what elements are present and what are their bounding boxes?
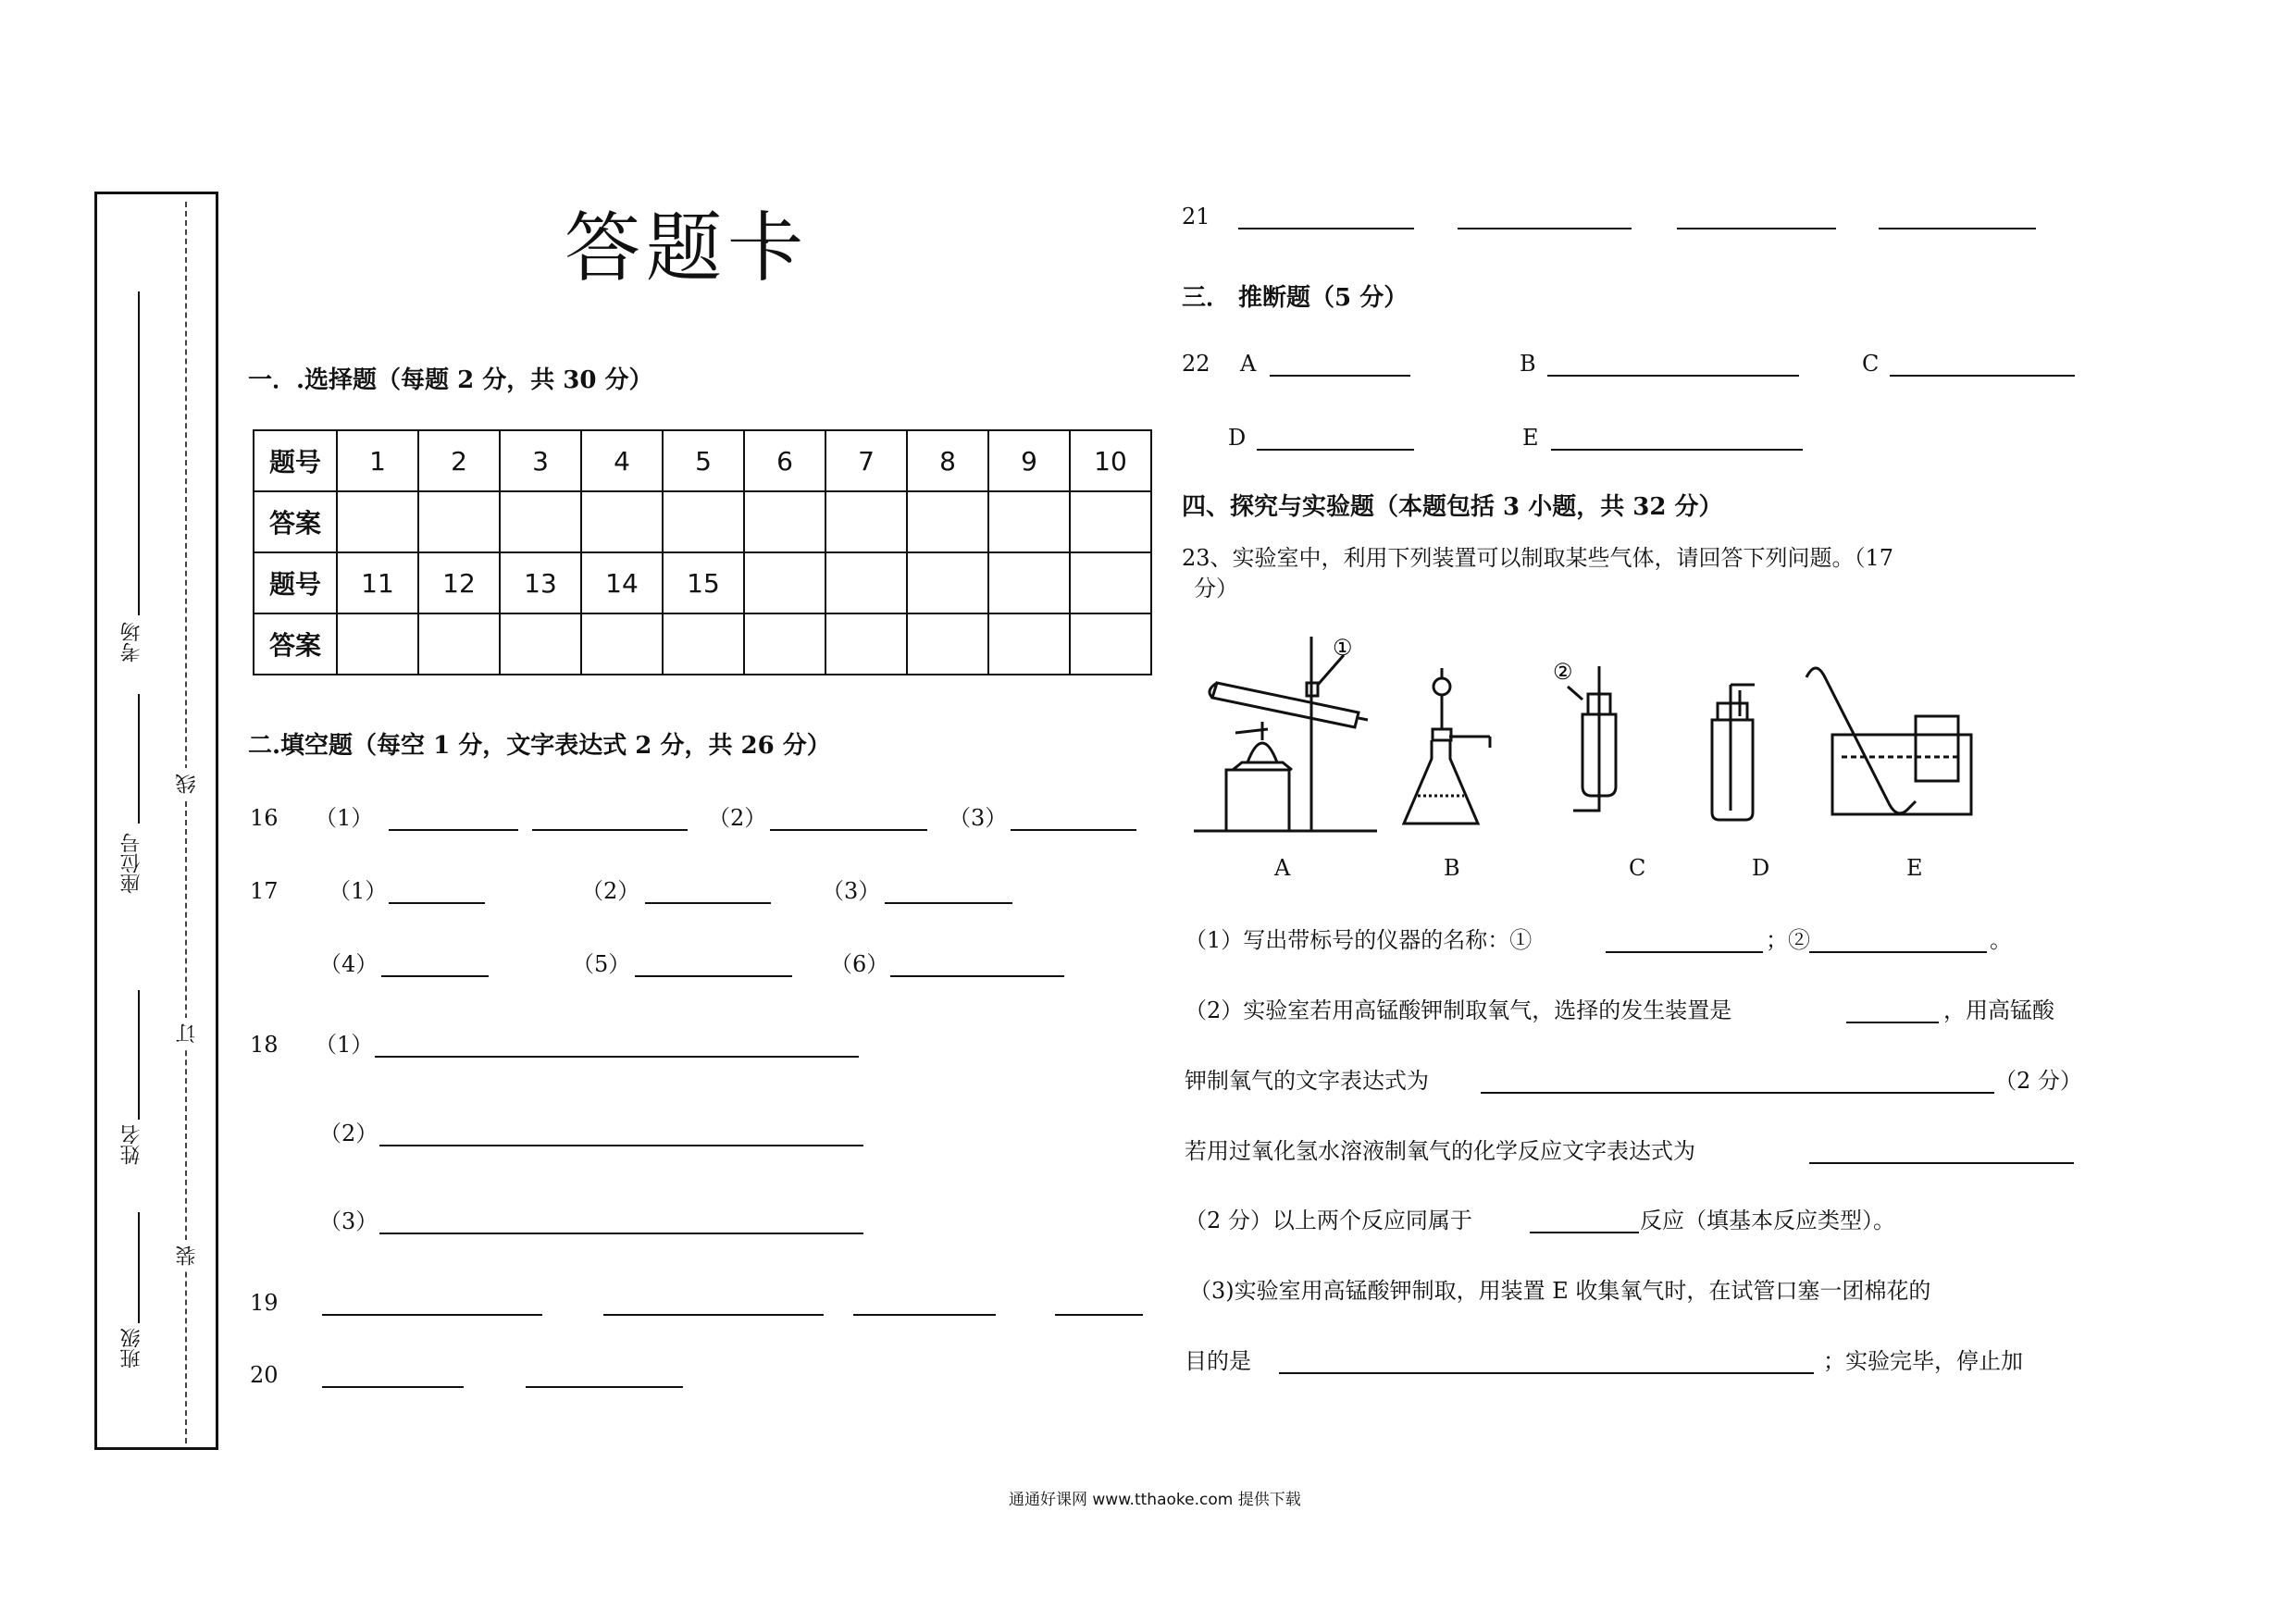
answer-cell[interactable] xyxy=(337,491,418,552)
q19-blank2[interactable] xyxy=(603,1314,824,1316)
q21-blank3[interactable] xyxy=(1677,228,1836,229)
qnum-cell: 7 xyxy=(825,430,907,491)
name-field[interactable] xyxy=(138,990,140,1120)
q20-blank1[interactable] xyxy=(322,1386,464,1388)
answer-cell[interactable] xyxy=(744,491,825,552)
q19-blank1[interactable] xyxy=(322,1314,542,1316)
q22-label-e: E xyxy=(1522,425,1539,451)
qnum-cell: 13 xyxy=(500,552,581,613)
sub2-line1: （2）实验室若用高锰酸钾制取氧气，选择的发生装置是 xyxy=(1185,997,1732,1023)
q17-blank4[interactable] xyxy=(381,975,489,977)
marker-2: ② xyxy=(1553,659,1573,685)
sub2-blank4[interactable] xyxy=(1530,1232,1639,1233)
sub2-blank2[interactable] xyxy=(1481,1092,1994,1094)
answer-cell[interactable] xyxy=(418,613,500,675)
answer-cell[interactable] xyxy=(988,491,1070,552)
sub2-blank3[interactable] xyxy=(1809,1162,2074,1164)
q22-label-c: C xyxy=(1862,351,1880,377)
sub1-text: （1）写出带标号的仪器的名称：① xyxy=(1185,927,1533,953)
q17-part1: （1） xyxy=(329,878,388,904)
sub2-line4-end: 反应（填基本反应类型）。 xyxy=(1640,1208,1895,1233)
marker-1: ① xyxy=(1333,635,1353,661)
class-label: 班级 xyxy=(120,1328,143,1369)
q17-number: 17 xyxy=(250,878,279,904)
qnum-cell xyxy=(744,552,825,613)
answer-cell[interactable] xyxy=(744,613,825,675)
q17-blank6[interactable] xyxy=(890,975,1064,977)
section1-heading: 一．.选择题（每题 2 分，共 30 分） xyxy=(248,366,653,394)
qnum-cell: 15 xyxy=(663,552,744,613)
qnum-cell: 3 xyxy=(500,430,581,491)
sub1-blank1[interactable] xyxy=(1606,951,1763,953)
q18-blank2[interactable] xyxy=(379,1145,863,1146)
section4-heading: 四、探究与实验题（本题包括 3 小题，共 32 分） xyxy=(1182,493,1723,521)
q22-number: 22 xyxy=(1182,351,1210,377)
qnum-cell: 12 xyxy=(418,552,500,613)
qnum-cell: 1 xyxy=(337,430,418,491)
q21-blank2[interactable] xyxy=(1458,228,1632,229)
q21-number: 21 xyxy=(1182,204,1210,229)
section3-heading: 三． 推断题（5 分） xyxy=(1182,284,1409,312)
room-label: 考场 xyxy=(120,622,143,663)
room-field[interactable] xyxy=(138,291,140,615)
q22-blank-b[interactable] xyxy=(1547,375,1799,377)
row-label-num: 题号 xyxy=(254,552,337,613)
q18-blank1[interactable] xyxy=(375,1056,859,1058)
answer-cell[interactable] xyxy=(825,491,907,552)
q17-blank2[interactable] xyxy=(645,902,771,904)
q16-part1: （1） xyxy=(315,805,374,831)
q18-part2: （2） xyxy=(319,1121,379,1146)
sub2-line2: 钾制氧气的文字表达式为 xyxy=(1185,1068,1429,1094)
answer-cell[interactable] xyxy=(581,491,663,552)
answer-cell[interactable] xyxy=(663,613,744,675)
answer-cell[interactable] xyxy=(418,491,500,552)
qnum-cell: 10 xyxy=(1070,430,1151,491)
qnum-cell: 8 xyxy=(907,430,988,491)
qnum-cell: 2 xyxy=(418,430,500,491)
q17-part3: （3） xyxy=(822,878,881,904)
sub2-blank1[interactable] xyxy=(1846,1022,1939,1023)
answer-cell[interactable] xyxy=(907,491,988,552)
q22-blank-c[interactable] xyxy=(1890,375,2075,377)
q19-number: 19 xyxy=(250,1290,279,1316)
sub3-line2-end: ；实验完毕，停止加 xyxy=(1823,1348,2023,1374)
q16-blank1a[interactable] xyxy=(389,829,518,831)
answer-cell[interactable] xyxy=(337,613,418,675)
qnum-cell: 6 xyxy=(744,430,825,491)
q16-part3: （3） xyxy=(949,805,1008,831)
q19-blank4[interactable] xyxy=(1055,1314,1143,1316)
q21-blank4[interactable] xyxy=(1879,228,2036,229)
qnum-cell: 4 xyxy=(581,430,663,491)
qnum-cell xyxy=(1070,552,1151,613)
binding-strip xyxy=(94,192,218,1450)
row-label-ans: 答案 xyxy=(254,491,337,552)
qnum-cell: 11 xyxy=(337,552,418,613)
q17-part5: （5） xyxy=(572,951,631,977)
apparatus-label-c: C xyxy=(1629,855,1646,881)
sub2-line1-end: ，用高锰酸 xyxy=(1943,997,2054,1023)
apparatus-label-e: E xyxy=(1906,855,1923,881)
qnum-cell xyxy=(825,552,907,613)
answer-cell[interactable] xyxy=(500,613,581,675)
apparatus-figure xyxy=(1194,629,1990,851)
q18-part3: （3） xyxy=(319,1208,379,1234)
q16-number: 16 xyxy=(250,805,279,831)
q23-text-line1: 23、实验室中，利用下列装置可以制取某些气体，请回答下列问题。（17 xyxy=(1182,545,1894,571)
sub1-end: 。 xyxy=(1990,927,2012,953)
answer-cell[interactable] xyxy=(500,491,581,552)
apparatus-label-b: B xyxy=(1444,855,1460,881)
mark-zhuang: 装 xyxy=(173,1240,202,1271)
q16-blank2[interactable] xyxy=(770,829,927,831)
sub1-blank2[interactable] xyxy=(1809,951,1987,953)
seat-label: 座位号 xyxy=(120,833,143,894)
qnum-cell: 5 xyxy=(663,430,744,491)
answer-cell[interactable] xyxy=(581,613,663,675)
sub3-blank1[interactable] xyxy=(1279,1372,1814,1374)
sub2-score: （2 分） xyxy=(1994,1068,2082,1094)
q18-number: 18 xyxy=(250,1032,279,1058)
sub3-line1: （3)实验室用高锰酸钾制取，用装置 E 收集氧气时，在试管口塞一团棉花的 xyxy=(1189,1278,1931,1304)
sub2-line4: （2 分）以上两个反应同属于 xyxy=(1185,1208,1472,1233)
table-row xyxy=(254,430,1151,491)
class-field[interactable] xyxy=(138,1212,140,1323)
q22-blank-e[interactable] xyxy=(1551,449,1803,451)
q22-blank-d[interactable] xyxy=(1257,449,1414,451)
q21-blank1[interactable] xyxy=(1238,228,1414,229)
seat-field[interactable] xyxy=(138,694,140,824)
choice-answer-table xyxy=(253,429,1152,675)
answer-cell[interactable] xyxy=(663,491,744,552)
answer-cell[interactable] xyxy=(1070,613,1151,675)
q17-part2: （2） xyxy=(581,878,640,904)
apparatus-label-a: A xyxy=(1274,855,1291,881)
q17-blank5[interactable] xyxy=(635,975,792,977)
table-row xyxy=(254,491,1151,552)
row-label-num: 题号 xyxy=(254,430,337,491)
answer-cell[interactable] xyxy=(1070,491,1151,552)
q20-number: 20 xyxy=(250,1362,279,1388)
q22-label-d: D xyxy=(1228,425,1247,451)
mark-xian: 线 xyxy=(173,768,202,799)
q17-part4: （4） xyxy=(319,951,379,977)
footer-credit: 通通好课网 www.tthaoke.com 提供下载 xyxy=(1009,1491,1301,1509)
sub3-line2: 目的是 xyxy=(1185,1348,1251,1374)
qnum-cell xyxy=(988,552,1070,613)
q16-blank3[interactable] xyxy=(1011,829,1136,831)
answer-cell[interactable] xyxy=(825,613,907,675)
q22-label-b: B xyxy=(1520,351,1536,377)
q18-part1: （1） xyxy=(315,1032,374,1058)
answer-cell[interactable] xyxy=(988,613,1070,675)
name-label: 姓名 xyxy=(120,1124,143,1165)
page-title: 答题卡 xyxy=(565,204,810,292)
q17-blank1[interactable] xyxy=(389,902,485,904)
q18-blank3[interactable] xyxy=(379,1233,863,1234)
table-row xyxy=(254,552,1151,613)
q16-part2: （2） xyxy=(708,805,767,831)
sub2-line3: 若用过氧化氢水溶液制氧气的化学反应文字表达式为 xyxy=(1185,1138,1695,1164)
apparatus-label-d: D xyxy=(1752,855,1770,881)
q20-blank2[interactable] xyxy=(526,1386,683,1388)
q17-blank3[interactable] xyxy=(885,902,1012,904)
qnum-cell: 14 xyxy=(581,552,663,613)
mark-ding: 订 xyxy=(173,1018,202,1049)
q22-label-a: A xyxy=(1240,351,1257,377)
q22-blank-a[interactable] xyxy=(1270,375,1410,377)
q23-text-line2: 分） xyxy=(1194,576,1238,601)
answer-cell[interactable] xyxy=(907,613,988,675)
row-label-ans: 答案 xyxy=(254,613,337,675)
qnum-cell: 9 xyxy=(988,430,1070,491)
section2-heading: 二.填空题（每空 1 分，文字表达式 2 分，共 26 分） xyxy=(248,732,831,760)
table-row xyxy=(254,613,1151,675)
qnum-cell xyxy=(907,552,988,613)
sub1-sep: ；② xyxy=(1766,927,1810,953)
q17-part6: （6） xyxy=(830,951,889,977)
q16-blank1b[interactable] xyxy=(532,829,688,831)
q19-blank3[interactable] xyxy=(853,1314,996,1316)
